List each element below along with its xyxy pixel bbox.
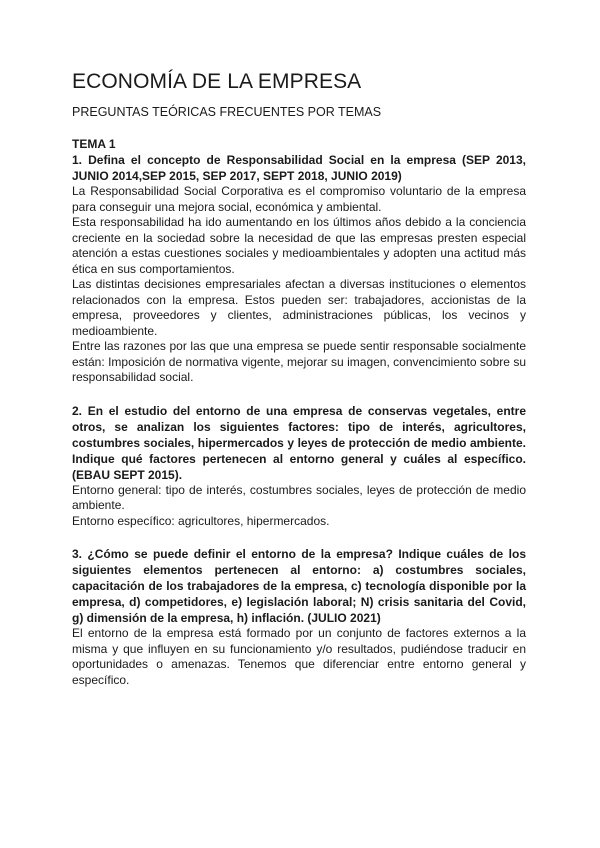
answer-1-paragraph-4: Entre las razones por las que una empresa se puede sentir responsable socialmente están: Imposición de normativa vigente, mejorar su imagen, convencimiento sobre su responsabilidad social.: [72, 339, 526, 384]
answer-1-paragraph-2: Esta responsabilidad ha ido aumentando en los últimos años debido a la conciencia creciente en la sociedad sobre la necesidad de que las empresas presten especial atención a estas cuestiones sociales y medioambientales y adopten una actitud más ética en sus comportamientos.: [72, 215, 526, 276]
document-subtitle: PREGUNTAS TEÓRICAS FRECUENTES POR TEMAS: [72, 105, 382, 119]
question-2: 2. En el estudio del entorno de una empresa de conservas vegetales, entre otros, se analizan los siguientes factores: tipo de interés, agricultores, costumbres sociales, hipermercados y leyes de protección de medio ambiente. Indique qué factores pertenecen al entorno general y cuáles al específico. (EBAU SEPT 2015).: [72, 403, 526, 482]
tema-heading: TEMA 1: [72, 137, 116, 151]
question-block-1: [72, 152, 526, 386]
question-block-3: [72, 546, 526, 688]
question-3: 3. ¿Cómo se puede definir el entorno de la empresa? Indique cuáles de los siguientes elementos pertenecen al entorno: a) costumbres sociales, capacitación de los trabajadores de la empresa, c) tecnología disponible por la empresa, d) competidores, e) legislación laboral; N) crisis sanitaria del Covid, g) dimensión de la empresa, h) inflación. (JULIO 2021): [72, 547, 526, 625]
answer-1-paragraph-3: Las distintas decisiones empresariales afectan a diversas instituciones o elementos relacionados con la empresa. Estos pueden ser: trabajadores, accionistas de la empresa, proveedores y clientes, administraciones públicas, los vecinos y medioambiente.: [72, 277, 526, 338]
answer-1-paragraph-1: La Responsabilidad Social Corporativa es el compromiso voluntario de la empresa para conseguir una mejora social, económica y ambiental.: [72, 184, 526, 214]
document-title: ECONOMÍA DE LA EMPRESA: [72, 70, 362, 93]
question-block-2: [72, 403, 526, 530]
question-1: 1. Defina el concepto de Responsabilidad Social en la empresa (SEP 2013, JUNIO 2014,SEP 2015, SEP 2017, SEPT 2018, JUNIO 2019): [72, 153, 526, 183]
spacer: [72, 386, 526, 403]
spacer: [72, 529, 526, 546]
answer-2-paragraph-1: Entorno general: tipo de interés, costumbres sociales, leyes de protección de medio ambiente.: [72, 482, 526, 512]
answer-3-paragraph-1: El entorno de la empresa está formado por un conjunto de factores externos a la misma y que influyen en su funcionamiento y/o resultados, pudiéndose traducir en oportunidades o amenazas. Tenemos que diferenciar entre entorno general y específico.: [72, 626, 526, 687]
answer-2-paragraph-2: Entorno específico: agricultores, hipermercados.: [72, 513, 330, 528]
